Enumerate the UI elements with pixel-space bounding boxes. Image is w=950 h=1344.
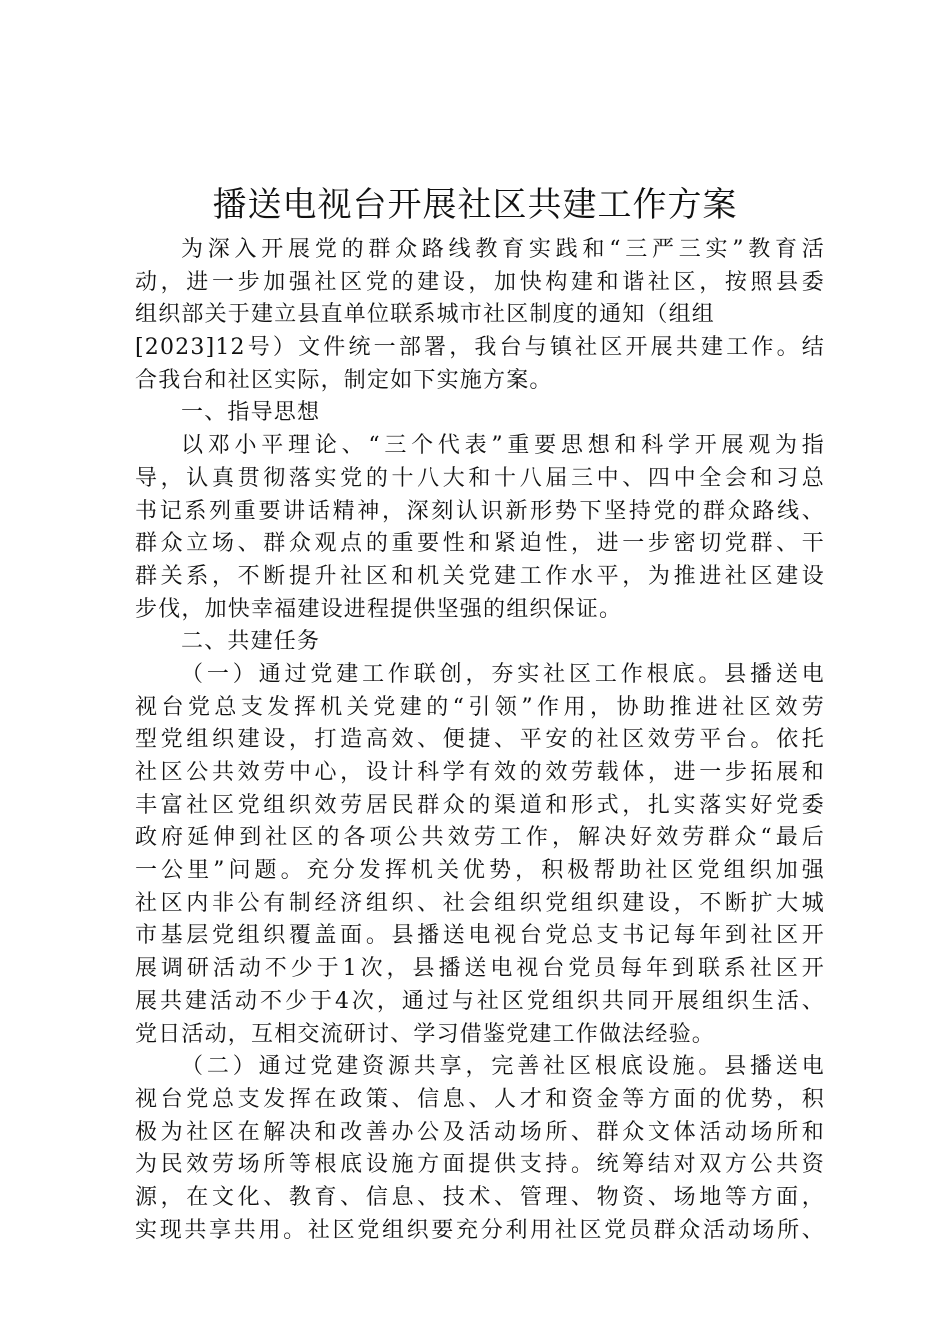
- text-line: 群众立场、群众观点的重要性和紧迫性，进一步密切党群、干: [135, 531, 825, 557]
- text-line: 社区内非公有制经济组织、社会组织党组织建设，不断扩大城: [135, 890, 825, 916]
- text-line: [2023]12号）文件统一部署，我台与镇社区开展共建工作。结: [135, 335, 825, 361]
- document-body: [135, 234, 825, 1247]
- text-line: 书记系列重要讲话精神，深刻认识新形势下坚持党的群众路线、: [135, 498, 825, 524]
- text-line: 展调研活动不少于1次，县播送电视台党员每年到联系社区开: [135, 956, 825, 982]
- text-line: 以邓小平理论、“三个代表”重要思想和科学开展观为指: [181, 433, 825, 459]
- text-line: 视台党总支发挥在政策、信息、人才和资金等方面的优势，积: [135, 1086, 825, 1112]
- text-line: 组织部关于建立县直单位联系城市社区制度的通知（组组: [135, 302, 716, 328]
- text-line: 社区公共效劳中心，设计科学有效的效劳载体，进一步拓展和: [135, 760, 825, 785]
- text-line: 实现共享共用。社区党组织要充分利用社区党员群众活动场所、: [135, 1217, 825, 1243]
- text-line: 导，认真贯彻落实党的十八大和十八届三中、四中全会和习总: [135, 465, 825, 491]
- text-line: （一）通过党建工作联创，夯实社区工作根底。县播送电: [181, 661, 825, 687]
- text-line: 政府延伸到社区的各项公共效劳工作，解决好效劳群众“最后: [135, 825, 825, 851]
- text-line: 动，进一步加强社区党的建设，加快构建和谐社区，按照县委: [135, 269, 825, 295]
- text-line: 型党组织建设，打造高效、便捷、平安的社区效劳平台。依托: [135, 727, 825, 753]
- text-line: 源，在文化、教育、信息、技术、管理、物资、场地等方面，: [135, 1184, 825, 1210]
- document-title: 播送电视台开展社区共建工作方案: [212, 185, 738, 225]
- text-line: 极为社区在解决和改善办公及活动场所、群众文体活动场所和: [135, 1119, 825, 1145]
- text-line: 展共建活动不少于4次，通过与社区党组织共同开展组织生活、: [135, 988, 825, 1014]
- text-line: 市基层党组织覆盖面。县播送电视台党总支书记每年到社区开: [135, 923, 825, 949]
- text-line: 一、指导思想: [181, 400, 321, 426]
- text-line: 为民效劳场所等根底设施方面提供支持。统筹结对双方公共资: [135, 1152, 825, 1178]
- text-line: 合我台和社区实际，制定如下实施方案。: [135, 367, 553, 393]
- text-line: 群关系，不断提升社区和机关党建工作水平，为推进社区建设: [135, 563, 825, 589]
- text-line: 视台党总支发挥机关党建的“引领”作用，协助推进社区效劳: [135, 694, 825, 720]
- text-line: 为深入开展党的群众路线教育实践和“三严三实”教育活: [181, 237, 825, 262]
- text-line: 丰富社区党组织效劳居民群众的渠道和形式，扎实落实好党委: [135, 792, 825, 818]
- text-line: 一公里”问题。充分发挥机关优势，积极帮助社区党组织加强: [135, 858, 825, 884]
- text-line: 步伐，加快幸福建设进程提供坚强的组织保证。: [135, 596, 623, 622]
- text-line: 党日活动，互相交流研讨、学习借鉴党建工作做法经验。: [135, 1021, 716, 1047]
- text-line: （二）通过党建资源共享，完善社区根底设施。县播送电: [181, 1054, 825, 1080]
- text-line: 二、共建任务: [181, 629, 321, 655]
